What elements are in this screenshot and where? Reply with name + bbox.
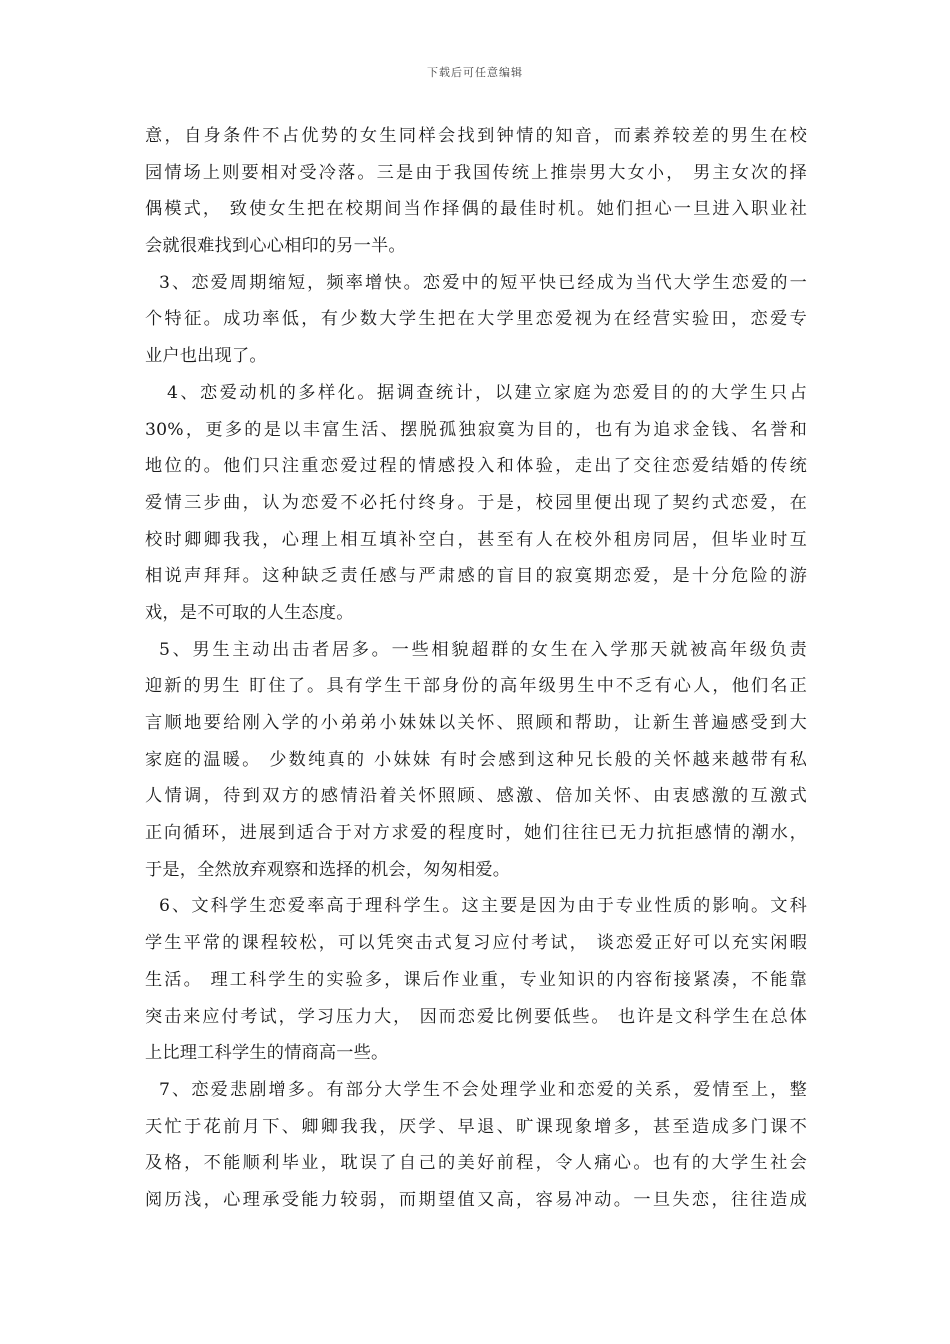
text-line: 及格，不能顺利毕业，耽误了自己的美好前程，令人痛心。也有的大学生社会 bbox=[145, 1153, 807, 1174]
text-line: 阅历浅，心理承受能力较弱，而期望值又高，容易冲动。一旦失恋，往往造成 bbox=[145, 1189, 807, 1210]
text-line: 正向循环，进展到适合于对方求爱的程度时，她们往往已无力抗拒感情的潮水， bbox=[145, 823, 807, 844]
text-line: 生活。 理工科学生的实验多，课后作业重，专业知识的内容衔接紧凑，不能靠 bbox=[145, 969, 807, 990]
text-line: 6、文科学生恋爱率高于理科学生。这主要是因为由于专业性质的影响。文科 bbox=[159, 896, 807, 917]
text-line: 会就很难找到心心相印的另一半。 bbox=[145, 236, 406, 257]
text-line: 天忙于花前月下、卿卿我我，厌学、早退、旷课现象增多，甚至造成多门课不 bbox=[145, 1116, 807, 1137]
text-line: 偶模式， 致使女生把在校期间当作择偶的最佳时机。她们担心一旦进入职业社 bbox=[145, 199, 807, 220]
text-line: 4、恋爱动机的多样化。据调查统计，以建立家庭为恋爱目的的大学生只占 bbox=[167, 382, 807, 403]
text-line: 园情场上则要相对受冷落。三是由于我国传统上推崇男大女小， 男主女次的择 bbox=[145, 162, 807, 183]
text-line: 家庭的温暖。 少数纯真的 小妹妹 有时会感到这种兄长般的关怀越来越带有私 bbox=[145, 749, 807, 770]
text-line: 爱情三步曲，认为恋爱不必托付终身。于是，校园里便出现了契约式恋爱，在 bbox=[145, 492, 807, 513]
text-line: 学生平常的课程较松，可以凭突击式复习应付考试， 谈恋爱正好可以充实闲暇 bbox=[145, 933, 807, 954]
text-line: 7、恋爱悲剧增多。有部分大学生不会处理学业和恋爱的关系，爱情至上，整 bbox=[159, 1079, 807, 1100]
text-line: 3、恋爱周期缩短，频率增快。恋爱中的短平快已经成为当代大学生恋爱的一 bbox=[159, 272, 807, 293]
text-line: 人情调，待到双方的感情沿着关怀照顾、感激、倍加关怀、由衷感激的互激式 bbox=[145, 786, 807, 807]
text-line: 于是，全然放弃观察和选择的机会，匆匆相爱。 bbox=[145, 859, 511, 880]
text-line: 意，自身条件不占优势的女生同样会找到钟情的知音，而素养较差的男生在校 bbox=[145, 126, 807, 146]
text-line: 相说声拜拜。这种缺乏责任感与严肃感的盲目的寂寞期恋爱，是十分危险的游 bbox=[145, 566, 807, 587]
text-line: 业户也出现了。 bbox=[145, 346, 267, 367]
text-line: 个特征。成功率低，有少数大学生把在大学里恋爱视为在经营实验田，恋爱专 bbox=[145, 309, 807, 330]
text-line: 上比理工科学生的情商高一些。 bbox=[145, 1043, 389, 1064]
page-header: 下载后可任意编辑 bbox=[427, 66, 523, 79]
text-line: 5、男生主动出击者居多。一些相貌超群的女生在入学那天就被高年级负责 bbox=[159, 639, 807, 660]
text-line: 迎新的男生 盯住了。具有学生干部身份的高年级男生中不乏有心人，他们名正 bbox=[145, 676, 807, 697]
text-line: 校时卿卿我我，心理上相互填补空白，甚至有人在校外租房同居，但毕业时互 bbox=[145, 529, 807, 550]
text-line: 突击来应付考试，学习压力大， 因而恋爱比例要低些。 也许是文科学生在总体 bbox=[145, 1006, 807, 1027]
document-body bbox=[145, 118, 807, 1219]
text-line: 戏，是不可取的人生态度。 bbox=[145, 602, 354, 623]
text-line: 地位的。他们只注重恋爱过程的情感投入和体验，走出了交往恋爱结婚的传统 bbox=[145, 456, 807, 477]
text-line: 言顺地要给刚入学的小弟弟小妹妹以关怀、照顾和帮助，让新生普遍感受到大 bbox=[145, 713, 807, 733]
text-line: 30%，更多的是以丰富生活、摆脱孤独寂寞为目的，也有为追求金钱、名誉和 bbox=[145, 419, 807, 440]
